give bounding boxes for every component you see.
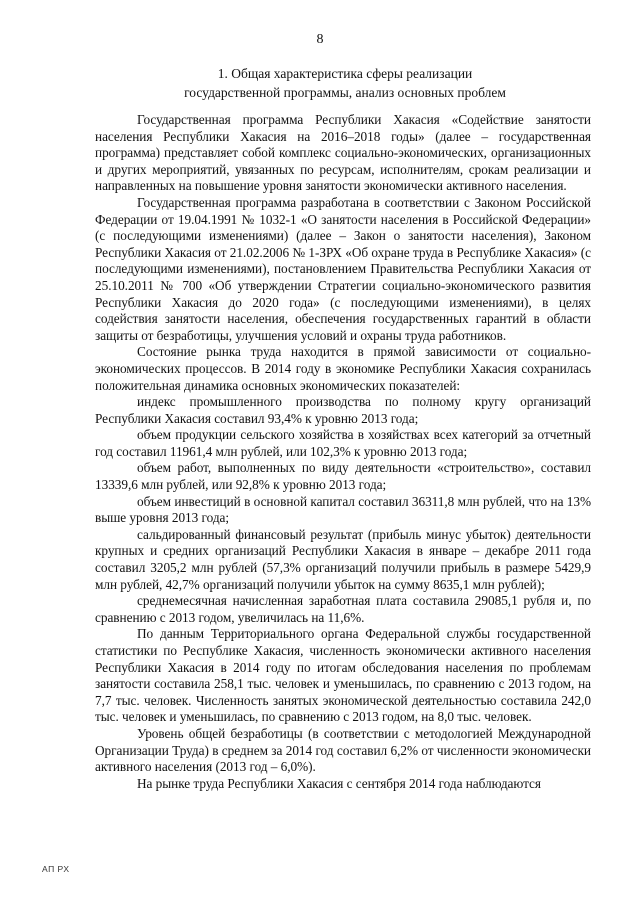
page-number: 8 — [316, 32, 324, 47]
paragraph: Государственная программа Республики Хакасия «Содействие занятости населения Республики Хакасия на 2016–2018 годы» (далее – государственная программа) представляет собой комплекс социально-экономических, организационных и других мероприятий, увязанных по ресурсам, исполнителям, срокам реализации и направленных на повышение уровня занятости экономически активного населения. — [95, 112, 591, 194]
paragraph: объем работ, выполненных по виду деятельности «строительство», составил 13339,6 млн рублей, или 92,8% к уровню 2013 года; — [95, 460, 591, 493]
section-heading — [95, 64, 595, 102]
paragraph: По данным Территориального органа Федеральной службы государственной статистики по Республике Хакасия, численность экономически активного населения Республики Хакасия в 2014 году по итогам обследования населения по проблемам занятости составила 258,1 тыс. человек и уменьшилась, по сравнению с 2013 годом, на 7,7 тыс. человек. Численность занятых экономической деятельностью составила 242,0 тыс. человек и уменьшилась, по сравнению с 2013 годом, на 8,0 тыс. человек. — [95, 626, 591, 725]
paragraph: Государственная программа разработана в соответствии с Законом Российской Федерации от 19.04.1991 № 1032-1 «О занятости населения в Российской Федерации» (с последующими изменениями) (далее – Закон о занятости населения), Законом Республики Хакасия от 21.02.2006 № 1-ЗРХ «Об охране труда в Республике Хакасия» (с последующими изменениями), постановлением Правительства Республики Хакасия от 25.10.2011 № 700 «Об утверждении Стратегии социально-экономического развития Республики Хакасия до 2020 года» (с последующими изменениями), в целях содействия занятости населения, обеспечения государственных гарантий в области защиты от безработицы, улучшения условий и охраны труда работников. — [95, 194, 591, 343]
paragraph: объем продукции сельского хозяйства в хозяйствах всех категорий за отчетный год составил 11961,4 млн рублей, или 102,3% к уровню 2013 года; — [95, 427, 591, 459]
section-heading-line-1: 1. Общая характеристика сферы реализации — [217, 66, 473, 81]
section-heading-line-2: государственной программы, анализ основных проблем — [184, 85, 506, 100]
paragraph: сальдированный финансовый результат (прибыль минус убыток) деятельности крупных и средних организаций Республики Хакасия в январе – декабре 2011 года составил 3205,2 млн рублей (57,3% организаций получили прибыль в размере 5429,9 млн рублей, 42,7% организаций получили убыток на сумму 8635,1 млн рублей); — [95, 526, 591, 592]
paragraph: Уровень общей безработицы (в соответствии с методологией Международной Организации Труда) в среднем за 2014 год составил 6,2% от численности экономически активного населения (2013 год – 6,0%). — [95, 725, 591, 775]
body-text — [95, 112, 591, 792]
paragraph: объем инвестиций в основной капитал составил 36311,8 млн рублей, что на 13% выше уровня 2013 года; — [95, 493, 591, 526]
footer-mark: АП РХ — [42, 864, 70, 874]
paragraph: На рынке труда Республики Хакасия с сентября 2014 года наблюдаются — [137, 775, 541, 791]
paragraph: Состояние рынка труда находится в прямой зависимости от социально-экономических процессов. В 2014 году в экономике Республики Хакасия сохранилась положительная динамика основных экономических показателей: — [95, 344, 591, 393]
paragraph: среднемесячная начисленная заработная плата составила 29085,1 рубля и, по сравнению с 2013 годом, увеличилась на 11,6%. — [95, 593, 591, 625]
paragraph: индекс промышленного производства по полному кругу организаций Республики Хакасия составил 93,4% к уровню 2013 года; — [95, 394, 591, 426]
